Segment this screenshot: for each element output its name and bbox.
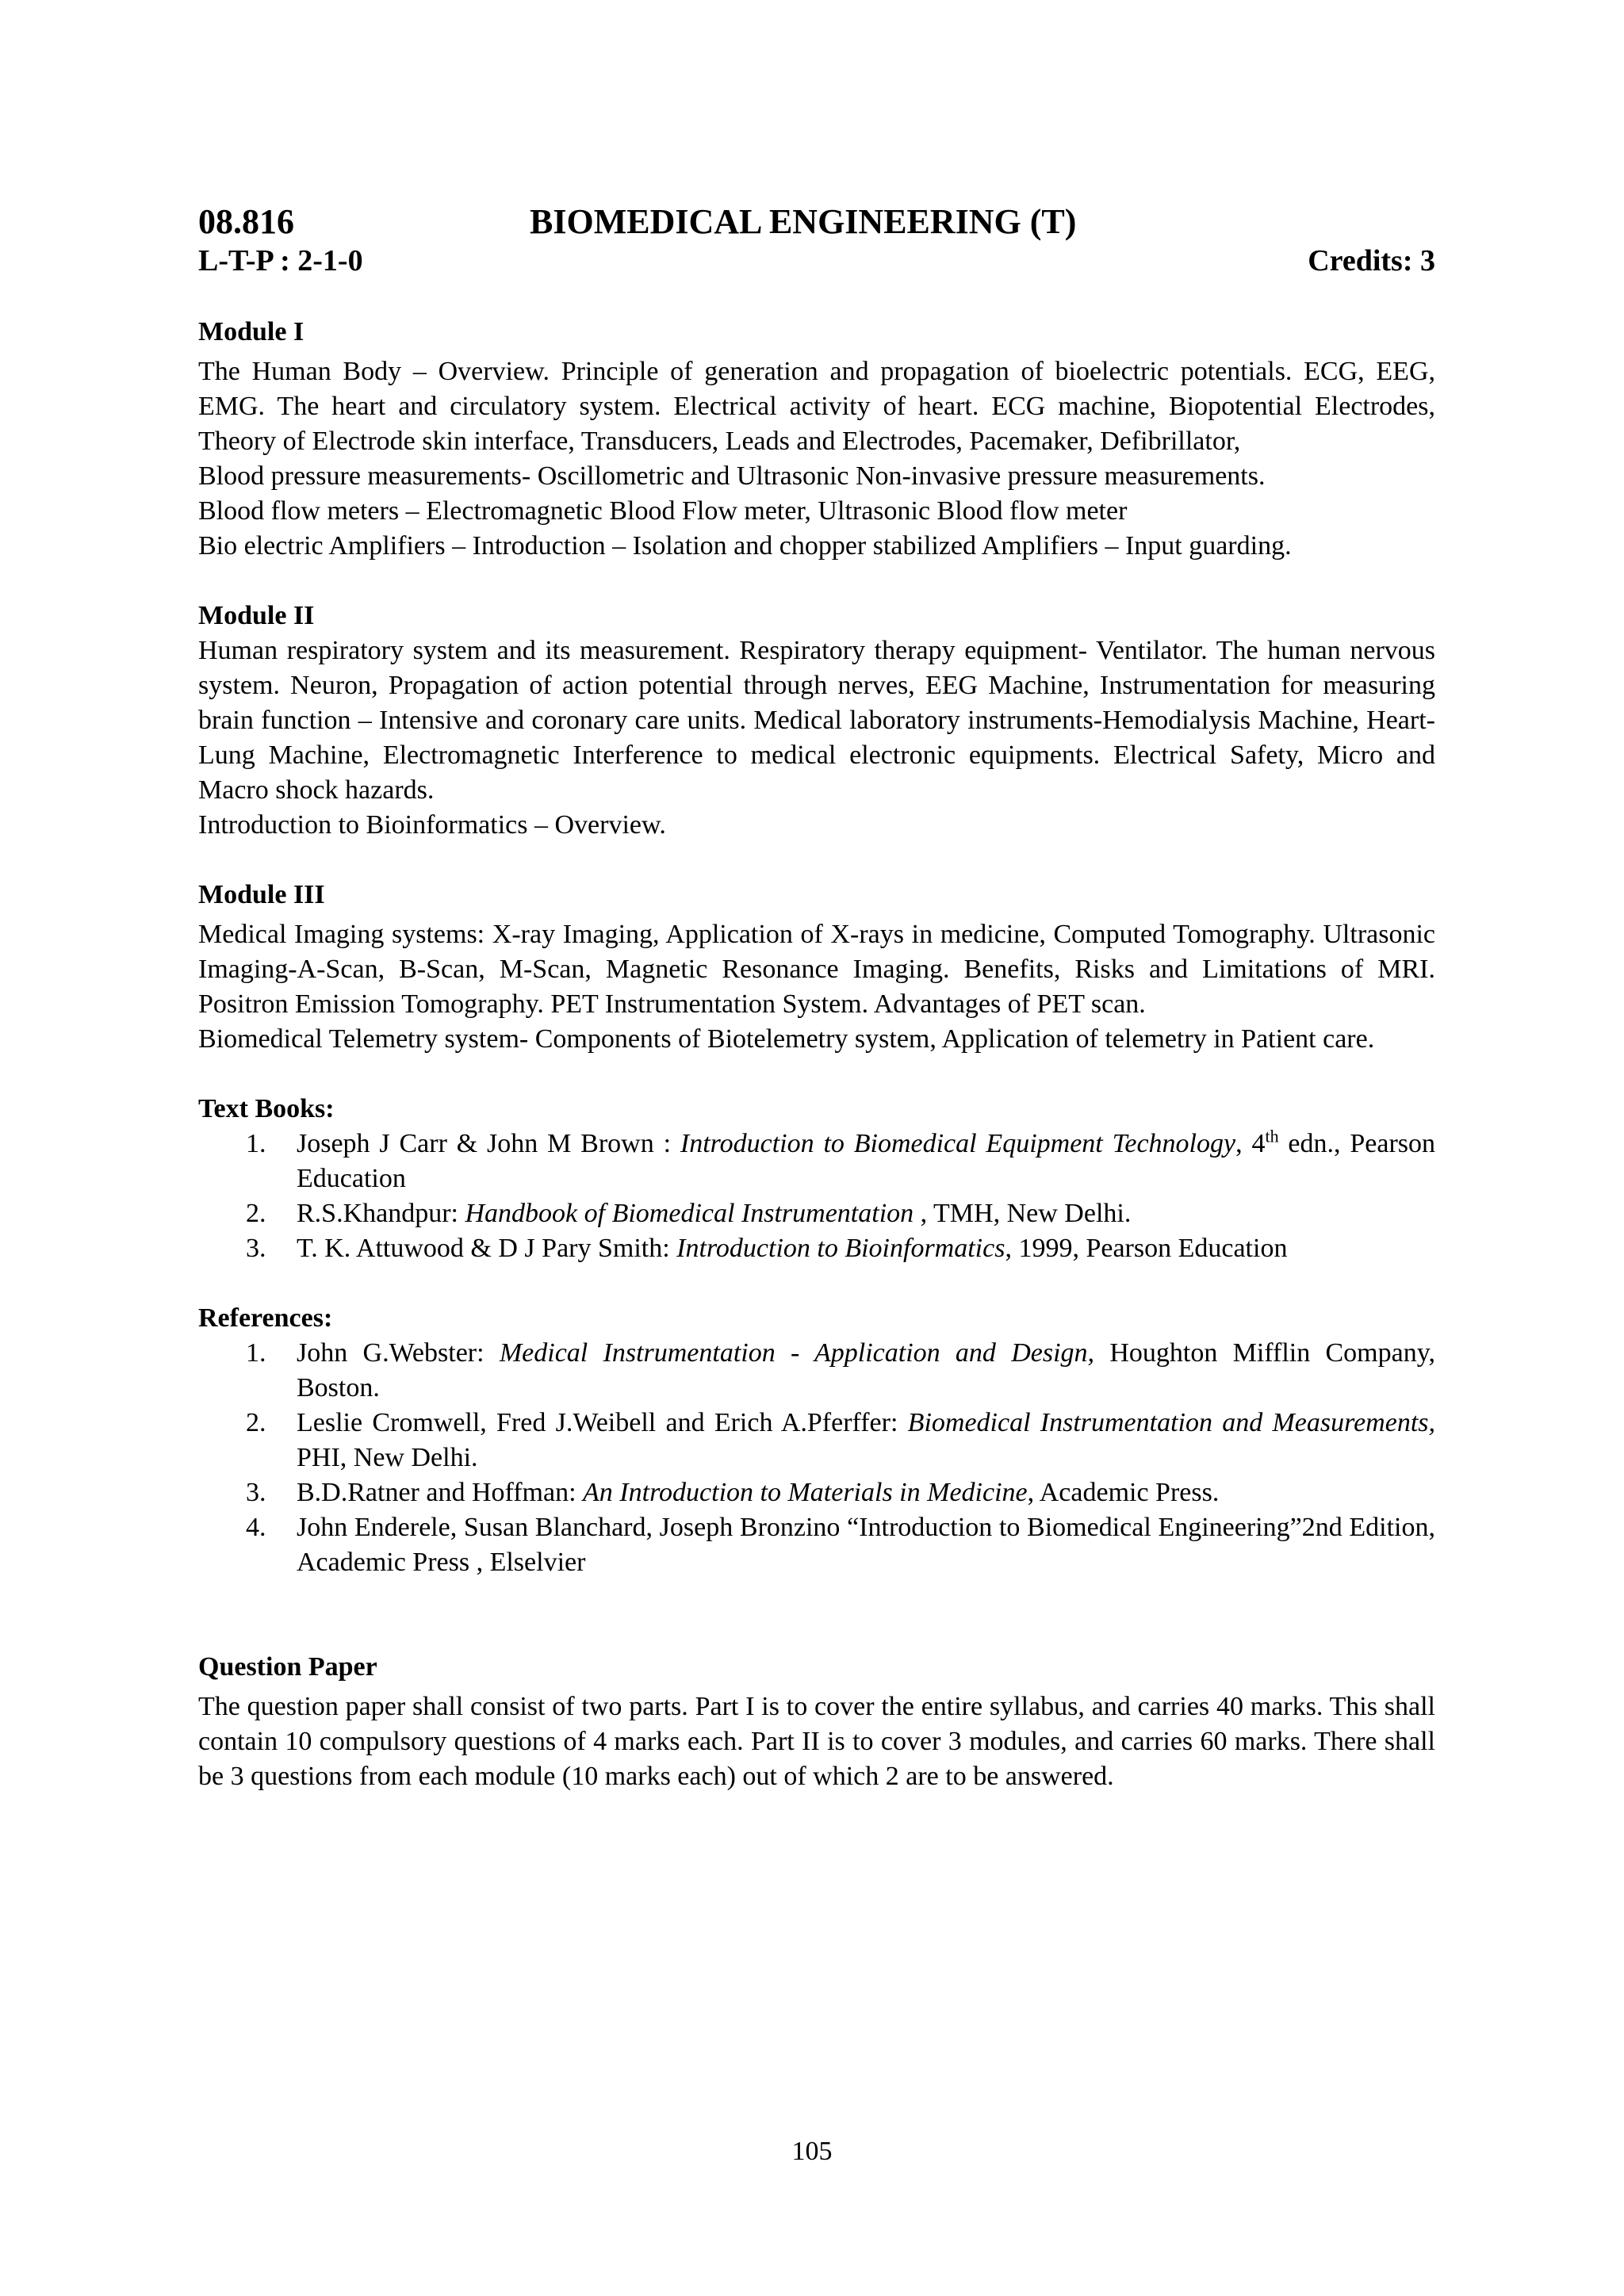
question-paper-section: [198, 1650, 1435, 1794]
page-number: 105: [791, 2137, 833, 2166]
list-item: 4. John Enderele, Susan Blanchard, Joseph Bronzino “Introduction to Biomedical Engineering”2nd Edition, Academic Press , Elselvier: [246, 1513, 1435, 1577]
module-3-text: Medical Imaging systems: X-ray Imaging, Application of X-rays in medicine, Computed Tomography. Ultrasonic Imaging-A-Scan, B-Scan, M-Scan, Magnetic Resonance Imaging. Benefits, Risks and Limitations of MRI. Positron Emission Tomography. PET Instrumentation System. Advantages of PET scan.: [198, 920, 1435, 1019]
module-1-line: Blood flow meters – Electromagnetic Blood Flow meter, Ultrasonic Blood flow meter: [198, 496, 1128, 526]
references-list: [198, 1336, 1435, 1580]
module-1-heading: Module I: [198, 317, 304, 346]
references-heading: References:: [198, 1303, 333, 1333]
course-code: 08.816: [198, 202, 294, 241]
module-2-line: Introduction to Bioinformatics – Overview.: [198, 810, 666, 840]
module-1-section: [198, 315, 1435, 564]
module-1-line: Bio electric Amplifiers – Introduction – Isolation and chopper stabilized Amplifiers – Input guarding.: [198, 531, 1292, 561]
text-books-list: [198, 1127, 1435, 1266]
module-1-text: The Human Body – Overview. Principle of generation and propagation of bioelectric potentials. ECG, EEG, EMG. The heart and circulatory system. Electrical activity of heart. ECG machine, Biopotential Electrodes, Theory of Electrode skin interface, Transducers, Leads and Electrodes, Pacemaker, Defibrillator,: [198, 357, 1435, 456]
list-item: 2. Leslie Cromwell, Fred J.Weibell and Erich A.Pferffer: Biomedical Instrumentation and Measurements, PHI, New Delhi.: [246, 1408, 1435, 1472]
list-item: 3. B.D.Ratner and Hoffman: An Introduction to Materials in Medicine, Academic Press.: [246, 1478, 1220, 1507]
syllabus-page: [198, 202, 1435, 1794]
module-3-section: [198, 878, 1435, 1057]
text-books-heading: Text Books:: [198, 1094, 335, 1123]
module-2-heading: Module II: [198, 601, 315, 630]
module-1-line: Blood pressure measurements- Oscillometric and Ultrasonic Non-invasive pressure measurements.: [198, 461, 1266, 491]
references-section: [198, 1301, 1435, 1580]
course-subheader: [198, 242, 1435, 280]
list-item: 1. John G.Webster: Medical Instrumentation - Application and Design, Houghton Mifflin Company, Boston.: [246, 1338, 1435, 1402]
course-header: [198, 202, 1435, 242]
question-paper-heading: Question Paper: [198, 1652, 377, 1682]
module-3-heading: Module III: [198, 880, 325, 909]
module-2-section: [198, 599, 1435, 843]
credits-label: Credits: 3: [1308, 244, 1435, 277]
list-item: 3. T. K. Attuwood & D J Pary Smith: Introduction to Bioinformatics, 1999, Pearson Education: [246, 1234, 1288, 1263]
module-3-text-2: Biomedical Telemetry system- Components of Biotelemetry system, Application of telemetry in Patient care.: [198, 1024, 1375, 1054]
question-paper-text: The question paper shall consist of two parts. Part I is to cover the entire syllabus, and carries 40 marks. This shall contain 10 compulsory questions of 4 marks each. Part II is to cover 3 modules, and carries 60 marks. There shall be 3 questions from each module (10 marks each) out of which 2 are to be answered.: [198, 1692, 1435, 1791]
ltp-label: L-T-P : 2-1-0: [198, 244, 363, 277]
module-2-text: Human respiratory system and its measurement. Respiratory therapy equipment- Ventilator. The human nervous system. Neuron, Propagation of action potential through nerves, EEG Machine, Instrumentation for measuring brain function – Intensive and coronary care units. Medical laboratory instruments-Hemodialysis Machine, Heart-Lung Machine, Electromagnetic Interference to medical electronic equipments. Electrical Safety, Micro and Macro shock hazards.: [198, 636, 1435, 805]
text-books-section: [198, 1092, 1435, 1266]
course-title: BIOMEDICAL ENGINEERING (T): [530, 202, 1077, 241]
list-item: 1. Joseph J Carr & John M Brown : Introduction to Biomedical Equipment Technology, 4th edn., Pearson Education: [246, 1126, 1436, 1193]
list-item: 2. R.S.Khandpur: Handbook of Biomedical Instrumentation , TMH, New Delhi.: [246, 1199, 1132, 1228]
